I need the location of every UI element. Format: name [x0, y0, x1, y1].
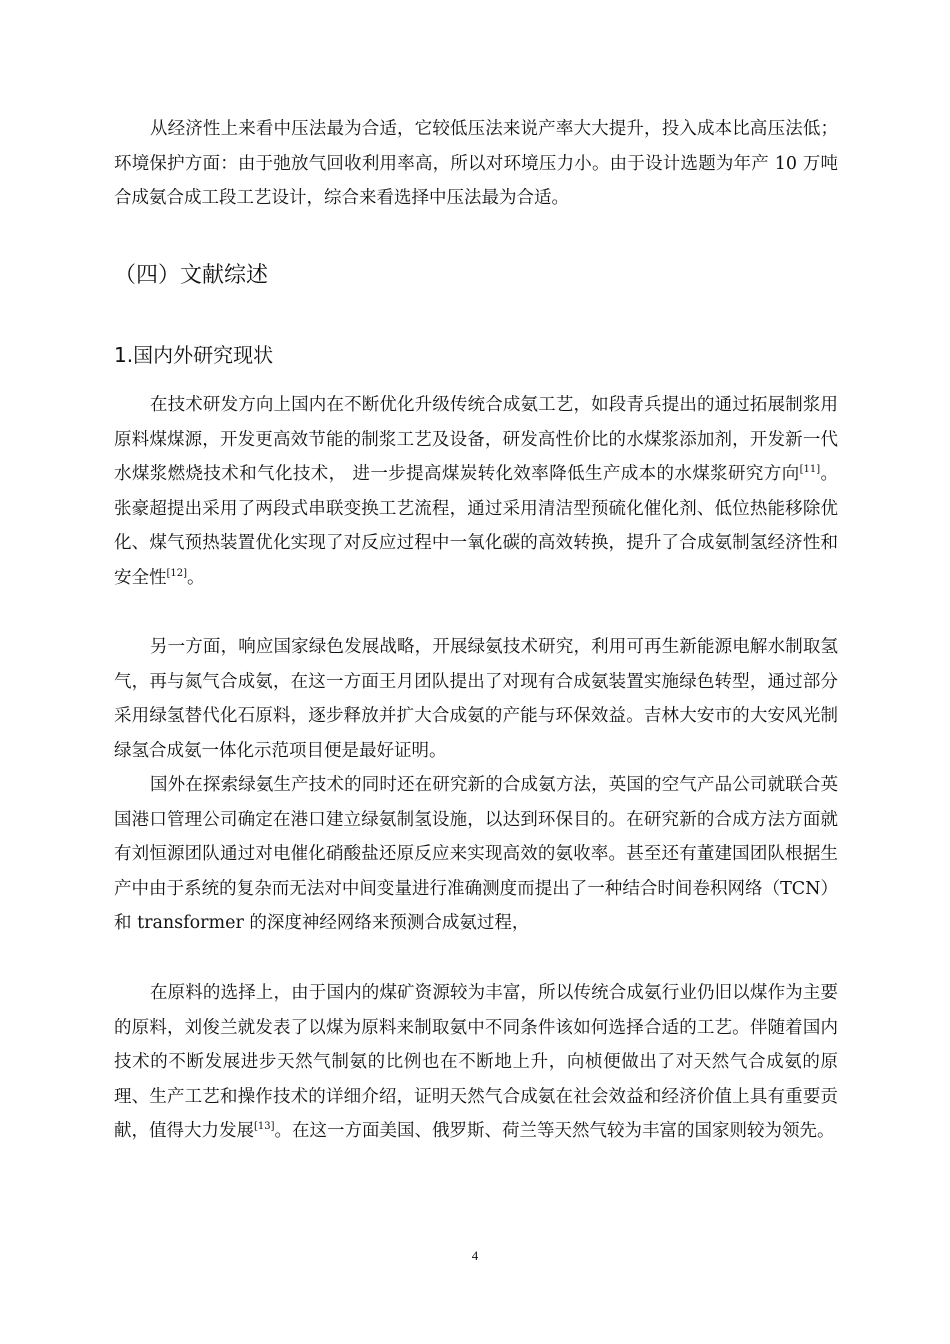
paragraph-green-ammonia: 另一方面，响应国家绿色发展战略，开展绿氨技术研究，利用可再生新能源电解水制取氢气，再与氮气合成氨，在这一方面王月团队提出了对现有合成氨装置实施绿色转型，通过部分采用绿氢替代化石原料，逐步释放并扩大合成氨的产能与环保效益。吉林大安市的大安风光制绿氢合成氨一体化示范项目便是最好证明。 [114, 637, 838, 761]
page-number: 4 [471, 1248, 479, 1263]
citation-ref: [11] [799, 464, 821, 476]
paragraph-domestic-research [114, 388, 838, 596]
paragraph-text: 。在这一方面美国、俄罗斯、荷兰等天然气较为丰富的国家则较为领先。 [274, 1121, 835, 1142]
paragraph-economic-comparison: 从经济性上来看中压法最为合适，它较低压法来说产率大大提升，投入成本比高压法低；环境保护方面：由于弛放气回收利用率高，所以对环境压力小。由于设计选题为年产 10 万吨合成氨合成工段工艺设计，综合来看选择中压法最为合适。 [114, 119, 838, 209]
citation-ref: [12] [166, 567, 188, 579]
paragraph-text: 。张豪超提出采用了两段式串联变换工艺流程，通过采用清洁型预硫化催化剂、低位热能移除优化、煤气预热装置优化实现了对反应过程中一氧化碳的高效转换，提升了合成氨制氢经济性和安全性 [114, 464, 839, 588]
paragraph-text: 。 [187, 567, 205, 588]
section-heading: （四）文献综述 [114, 263, 269, 288]
paragraph-raw-materials [114, 976, 838, 1149]
paragraph-text: 在技术研发方向上国内在不断优化升级传统合成氨工艺，如段青兵提出的通过拓展制浆用原料煤煤源，开发更高效节能的制浆工艺及设备，研发高性价比的水煤浆添加剂，开发新一代水煤浆燃烧技术和气化技术， 进一步提高煤炭转化效率降低生产成本的水煤浆研究方向 [114, 395, 838, 485]
subsection-heading: 1.国内外研究现状 [114, 343, 274, 367]
paragraph-text: 在原料的选择上，由于国内的煤矿资源较为丰富，所以传统合成氨行业仍旧以煤作为主要的原料，刘俊兰就发表了以煤为原料来制取氨中不同条件该如何选择合适的工艺。伴随着国内技术的不断发展进步天然气制氨的比例也在不断地上升，向桢便做出了对天然气合成氨的原理、生产工艺和操作技术的详细介绍，证明天然气合成氨在社会效益和经济价值上具有重要贡献，值得大力发展 [114, 983, 838, 1142]
citation-ref: [13] [254, 1121, 275, 1133]
paragraph-foreign-research: 国外在探索绿氨生产技术的同时还在研究新的合成氨方法，英国的空气产品公司就联合英国港口管理公司确定在港口建立绿氨制氢设施，以达到环保目的。在研究新的合成方法方面就有刘恒源团队通过对电催化硝酸盐还原反应来实现高效的氨收率。甚至还有董建国团队根据生产中由于系统的复杂而无法对中间变量进行准确测度而提出了一种结合时间卷积网络（TCN）和 transformer 的深度神经网络来预测合成氨过程， [114, 775, 838, 934]
